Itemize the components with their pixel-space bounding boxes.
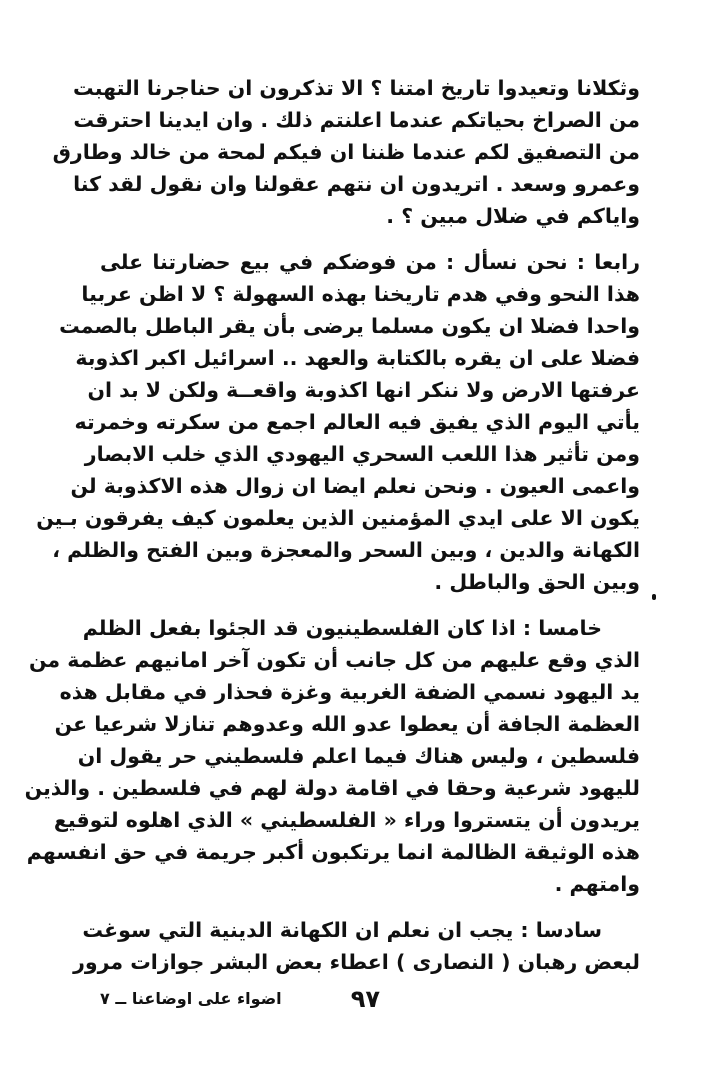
text-line: خامسا : اذا كان الفلسطينيون قد الجئوا بفعل الظلم (82, 616, 602, 640)
running-title: اضواء على اوضاعنا ــ ٧ (100, 989, 282, 1008)
text-line: رابعا : نحن نسأل : من فوضكم في بيع حضارتنا على (100, 250, 640, 274)
text-line: من الصراخ بحياتكم عندما اعلنتم ذلك . وان ايدينا احترقت (73, 108, 640, 132)
text-line: الذي وقع عليهم من كل جانب أن تكون آخر امانيهم عظمة من (28, 648, 640, 672)
paragraph-3 (24, 612, 640, 900)
text-line: واياكم في ضلال مبين ؟ . (386, 204, 640, 228)
paragraph-gap (100, 598, 640, 612)
ink-speck (652, 594, 656, 600)
text-line: عرفتها الارض ولا ننكر انها اكذوبة واقعــة ولكن لا بد ان (87, 378, 640, 402)
paragraph-gap (100, 900, 640, 914)
text-line: فلسطين ، وليس هناك فيما اعلم فلسطيني حر يقول ان (77, 744, 640, 768)
paragraph-gap (100, 232, 640, 246)
text-line: ومن تأثير هذا اللعب السحري اليهودي الذي خلب الابصار (84, 442, 640, 466)
body-text (24, 72, 640, 978)
paragraph-2 (36, 246, 640, 598)
page-footer (100, 982, 640, 1016)
paragraph-4 (73, 914, 640, 978)
page-number: ٩٧ (350, 985, 380, 1013)
text-line: من التصفيق لكم عندما ظننا ان فيكم لمحة من خالد وطارق (52, 140, 640, 164)
text-line: يد اليهود نسمي الضفة الغربية وغزة فحذار في مقابل هذه (59, 680, 640, 704)
text-line: يكون الا على ايدي المؤمنين الذين يعلمون كيف يفرقون بـين (36, 506, 640, 530)
text-line: وامتهم . (554, 872, 640, 896)
text-line: العظمة الجافة أن يعطوا عدو الله وعدوهم تنازلا شرعيا عن (54, 712, 640, 736)
text-line: واحدا فضلا ان يكون مسلما يرضى بأن يقر الباطل بالصمت (59, 314, 640, 338)
text-line: هذا النحو وفي هدم تاريخنا بهذه السهولة ؟ لا اظن عربيا (81, 282, 640, 306)
paragraph-1 (52, 72, 640, 232)
text-line: سادسا : يجب ان نعلم ان الكهانة الدينية التي سوغت (82, 918, 602, 942)
text-line: وبين الحق والباطل . (434, 570, 640, 594)
text-line: وثكلانا وتعيدوا تاريخ امتنا ؟ الا تذكرون ان حناجرنا التهبت (73, 76, 640, 100)
text-line: واعمى العيون . ونحن نعلم ايضا ان زوال هذه الاكذوبة لن (70, 474, 640, 498)
text-line: وعمرو وسعد . اتريدون ان نتهم عقولنا وان نقول لقد كنا (73, 172, 640, 196)
text-line: لبعض رهبان ( النصارى ) اعطاء بعض البشر جوازات مرور (73, 950, 640, 974)
text-line: يأتي اليوم الذي يفيق فيه العالم اجمع من سكرته وخمرته (74, 410, 640, 434)
text-line: الكهانة والدين ، وبين السحر والمعجزة وبين الفتح والظلم ، (52, 538, 640, 562)
text-line: فضلا على ان يقره بالكتابة والعهد .. اسرائيل اكبر اكذوبة (75, 346, 640, 370)
text-line: لليهود شرعية وحقا في اقامة دولة لهم في فلسطين . والذين (24, 776, 640, 800)
text-line: هذه الوثيقة الظالمة انما يرتكبون أكبر جريمة في حق انفسهم (26, 840, 640, 864)
text-line: يريدون أن يتستروا وراء « الفلسطيني » الذي اهلوه لتوقيع (53, 808, 640, 832)
